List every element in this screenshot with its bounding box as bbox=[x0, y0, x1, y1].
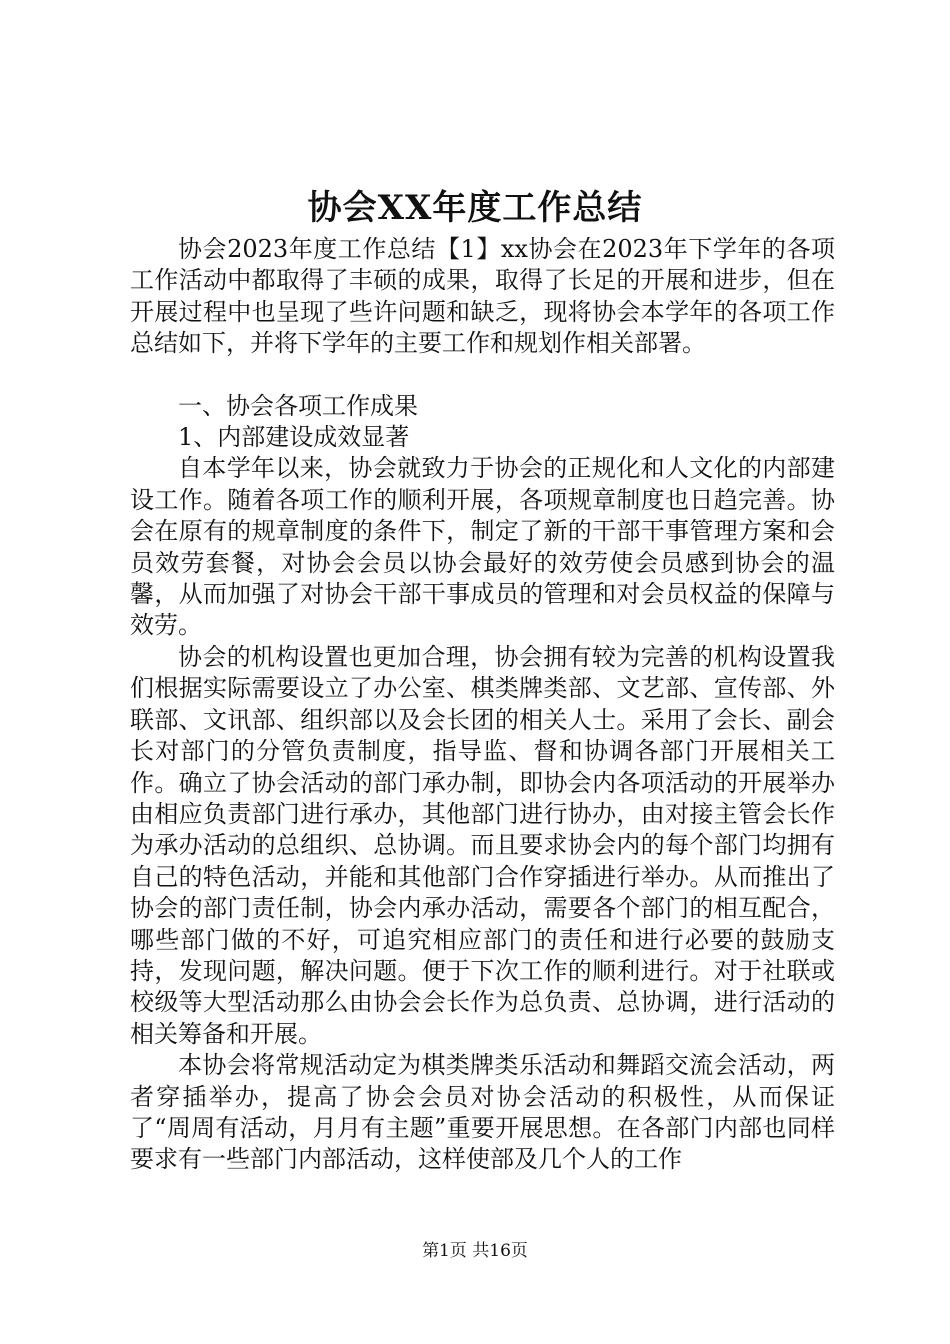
page-number-footer: 第1页 共16页 bbox=[422, 1241, 528, 1261]
document-title: 协会XX年度工作总结 bbox=[307, 188, 643, 228]
document-body bbox=[130, 234, 835, 1176]
section-heading: 一、协会各项工作成果 bbox=[178, 391, 418, 420]
body-paragraph: 协会的机构设置也更加合理，协会拥有较为完善的机构设置我们根据实际需要设立了办公室、棋类牌类部、文艺部、宣传部、外联部、文讯部、组织部以及会长团的相关人士。采用了会长、副会长对部门的分管负责制度，指导监、督和协调各部门开展相关工作。确立了协会活动的部门承办制，即协会内各项活动的开展举办由相应负责部门进行承办，其他部门进行协办，由对接主管会长作为承办活动的总组织、总协调。而且要求协会内的每个部门均拥有自己的特色活动，并能和其他部门合作穿插进行举办。从而推出了协会的部门责任制，协会内承办活动，需要各个部门的相互配合，哪些部门做的不好，可追究相应部门的责任和进行必要的鼓励支持，发现问题，解决问题。便于下次工作的顺利进行。对于社联或校级等大型活动那么由协会会长作为总负责、总协调，进行活动的相关筹备和开展。 bbox=[130, 642, 835, 1048]
subsection-heading: 1、内部建设成效显著 bbox=[178, 423, 410, 452]
body-paragraph: 自本学年以来，协会就致力于协会的正规化和人文化的内部建设工作。随着各项工作的顺利开展，各项规章制度也日趋完善。协会在原有的规章制度的条件下，制定了新的干部干事管理方案和会员效劳套餐，对协会会员以协会最好的效劳使会员感到协会的温馨，从而加强了对协会干部干事成员的管理和对会员权益的保障与效劳。 bbox=[130, 454, 835, 640]
body-paragraph: 本协会将常规活动定为棋类牌类乐活动和舞蹈交流会活动，两者穿插举办，提高了协会会员对协会活动的积极性，从而保证了“周周有活动，月月有主题”重要开展思想。在各部门内部也同样要求有一些部门内部活动，这样使部及几个人的工作 bbox=[130, 1051, 835, 1174]
intro-paragraph: 协会2023年度工作总结【1】xx协会在2023年下学年的各项工作活动中都取得了丰硕的成果，取得了长足的开展和进步，但在开展过程中也呈现了些许问题和缺乏，现将协会本学年的各项工作总结如下，并将下学年的主要工作和规划作相关部署。 bbox=[130, 235, 835, 358]
